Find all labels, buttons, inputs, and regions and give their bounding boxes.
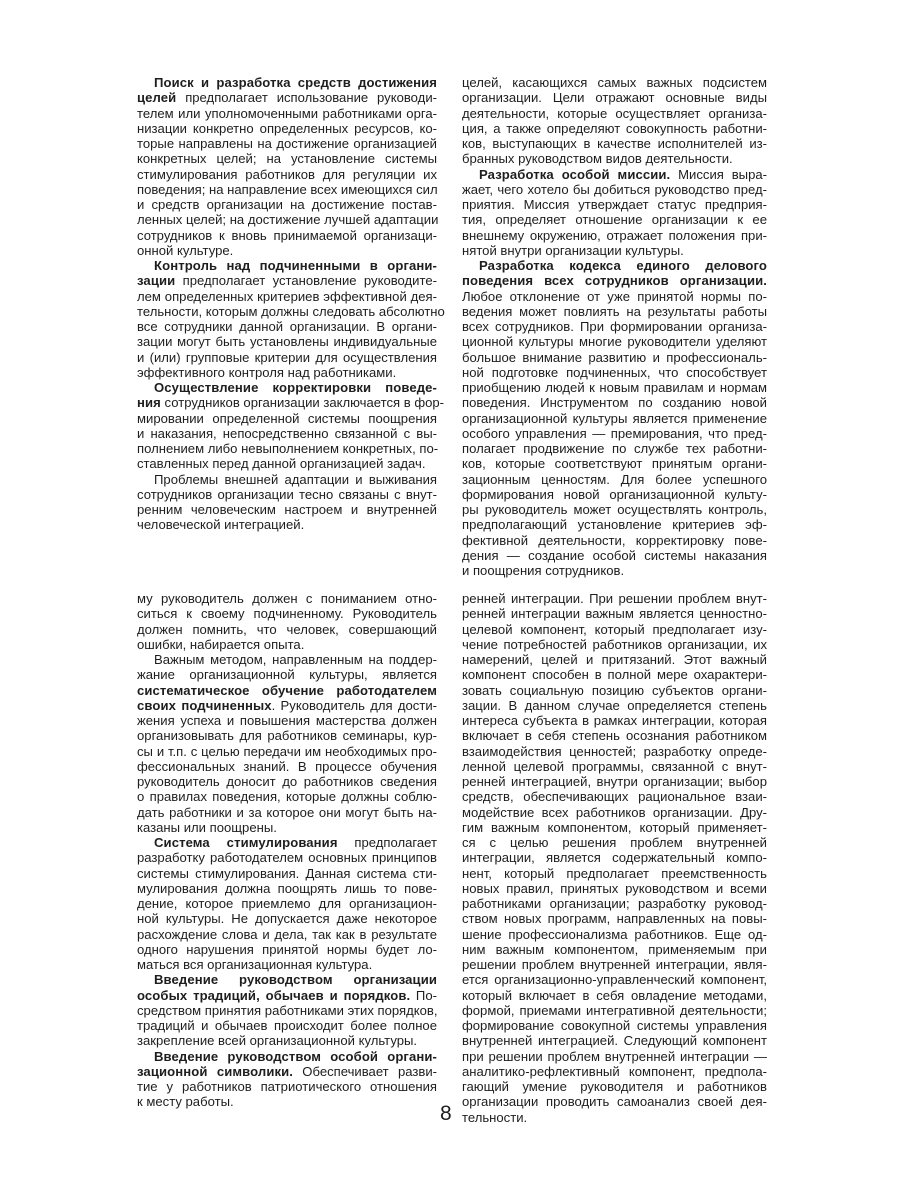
bold-heading-run: систематическое обучение работодателем	[137, 682, 437, 698]
text-line: ционной культуры многие руководители уделяют	[462, 334, 767, 350]
bold-heading-run: Разработка особой миссии.	[479, 166, 671, 182]
text-line: ков, выступающих в качестве исполнителей из-	[462, 136, 767, 151]
text-line: низации конкретно определенных ресурсов, ко-	[137, 120, 437, 136]
text-run: Обеспечивает разви-	[293, 1063, 437, 1079]
text-line	[137, 75, 437, 90]
text-line	[137, 698, 437, 713]
text-line: при решении проблем внутренней интеграции —	[462, 1048, 767, 1064]
text-line: целевой компонент, который предполагает изу-	[462, 621, 767, 637]
text-run: казаны или поощрены.	[137, 819, 277, 835]
bold-heading-run: особых традиций, обычаев и порядков.	[137, 987, 411, 1003]
text-line: приятия. Миссия утверждает статус предприя-	[462, 197, 767, 212]
text-line	[137, 957, 437, 972]
text-line	[137, 395, 445, 411]
text-line: деятельности, которые осуществляет организа-	[462, 105, 767, 121]
bold-heading-run: зации	[137, 273, 176, 289]
bold-heading-run: Система стимулирования	[154, 835, 338, 850]
text-run: предполагает	[337, 835, 437, 850]
text-line: Любое отклонение от уже принятой нормы по-	[462, 288, 767, 304]
text-line: телем или уполномоченными работниками орга-	[137, 105, 437, 121]
bold-heading-run: Контроль над подчиненными в органи-	[154, 258, 437, 273]
text-column-top-left	[137, 75, 445, 533]
text-line: всех сотрудников. При формировании организа-	[462, 319, 767, 334]
text-run: ставленных перед данной организацией задач.	[137, 456, 426, 472]
text-line: тие у работников патриотического отношения	[137, 1079, 437, 1094]
text-line: ним важным компонентом, применяемым при	[462, 941, 767, 957]
text-line: фективной деятельности, корректировку пове-	[462, 532, 767, 548]
text-line: гим важным компонентом, который применяет-	[462, 819, 767, 835]
text-line: средств, обеспечивающих рациональное взаи-	[462, 789, 767, 805]
text-line: лем определенных критериев эффективной дея-	[137, 288, 437, 304]
text-line	[137, 1033, 437, 1048]
text-line	[462, 1110, 767, 1125]
text-run: Миссия выра-	[670, 166, 767, 182]
text-line: и наказания, непосредственно связанной с вы-	[137, 425, 437, 441]
text-line: средством принятия работниками этих порядков,	[137, 1002, 438, 1018]
text-line: тия, определяет отношение организации к ее	[462, 212, 767, 228]
bold-heading-run: ния	[137, 395, 161, 411]
text-column-top-right	[462, 75, 767, 578]
text-line	[137, 1064, 437, 1079]
text-line: нент, который предполагает преемственность	[462, 865, 767, 881]
text-line: ры руководитель может осуществлять контроль,	[462, 502, 767, 517]
bold-heading-run: зационной символики.	[137, 1063, 294, 1079]
text-line: формирования новой организационной культу-	[462, 486, 767, 502]
text-run: и поощрения сотрудников.	[462, 563, 625, 578]
text-column-bottom-left	[137, 591, 437, 1110]
text-line	[137, 90, 437, 105]
text-line: торые направлены на достижение организацией	[137, 136, 437, 151]
text-line	[137, 380, 437, 395]
text-line: полагает продвижение по службе тех работни-	[462, 441, 767, 456]
text-line: системы стимулирования. Данная система сти-	[137, 865, 437, 881]
bold-heading-run: Осуществление корректировки поведе-	[154, 380, 437, 395]
text-line	[137, 988, 437, 1003]
text-line	[137, 652, 437, 667]
bold-heading-run: своих подчиненных	[137, 697, 272, 713]
text-line: и (или) групповые критерии для осуществления	[137, 349, 437, 365]
text-line	[137, 820, 437, 835]
bold-heading-run: Разработка кодекса единого делового	[479, 258, 767, 273]
text-line: одного нарушения принятой нормы будет ло-	[137, 941, 437, 957]
text-line: ленной целевой программы, связанной с внут-	[462, 758, 767, 774]
text-line: ством новых программ, направленных на повы-	[462, 911, 767, 927]
text-run: тельности.	[462, 1109, 528, 1125]
text-run: сотрудников организации заключается в фор-	[160, 395, 445, 411]
text-line	[137, 365, 437, 380]
text-line: дения — создание особой системы наказания	[462, 547, 767, 563]
text-line: организовывать для работников семинары, кур-	[137, 728, 437, 744]
text-line: поведения. Инструментом по созданию новой	[462, 395, 767, 411]
text-line: поведения; на направление всех имеющихся сил	[137, 181, 438, 197]
text-line	[137, 243, 437, 258]
text-line: все сотрудники данной организации. В органи-	[137, 319, 437, 334]
text-line	[462, 167, 767, 182]
page-number: 8	[440, 1102, 452, 1125]
text-run: маться вся организационная культура.	[137, 957, 373, 972]
text-line: зационным ценностям. Для более успешного	[462, 471, 767, 487]
text-run: нятой внутри организации культуры.	[462, 242, 684, 258]
text-line: му руководитель должен с пониманием отно-	[137, 591, 437, 606]
text-line: зации могут быть установлены индивидуальные	[137, 334, 437, 350]
text-line: жения успеха и повышения мастерства должен	[137, 713, 437, 728]
text-line: ведения может повлиять на результаты работы	[462, 303, 767, 319]
text-line: ренней интеграции важным является ценностно-	[462, 606, 767, 622]
text-line: ется организационно-управленческий компонент,	[462, 972, 767, 988]
text-line: мулирования должна поощрять лишь то пове-	[137, 880, 437, 896]
text-line: ренним человеческим настроем и внутренней	[137, 502, 437, 517]
text-line: тельности, которым должны следовать абсолютно	[137, 303, 445, 319]
text-line: должен помнить, что человек, совершающий	[137, 621, 437, 637]
text-line: конкретных целей; на установление системы	[137, 151, 437, 167]
text-run: Важным методом, направленным на поддер-	[154, 652, 437, 667]
text-line: ция, а также определяют совокупность работни-	[462, 120, 767, 136]
text-line: ся с целью решения проблем внутренней	[462, 835, 767, 850]
text-line: намерений, целей и притязаний. Этот важный	[462, 652, 767, 667]
text-line	[137, 637, 437, 652]
text-run: онной культуре.	[137, 242, 234, 258]
text-line: и средств организации на достижение постав-	[137, 197, 437, 212]
text-line	[462, 563, 767, 578]
text-line: ренней интеграции. При решении проблем внут-	[462, 591, 767, 606]
text-line	[137, 835, 437, 850]
text-run: Проблемы внешней адаптации и выживания	[154, 471, 437, 487]
text-run: . Руководитель для дости-	[271, 697, 437, 713]
text-line: мировании определенной системы поощрения	[137, 410, 437, 426]
text-line: организации. Цели отражают основные виды	[462, 90, 767, 106]
text-line: о правилах поведения, которые должны соблю-	[137, 789, 437, 805]
text-line: аналитико-рефлективный компонент, предпола-	[462, 1063, 767, 1079]
text-line	[462, 273, 767, 288]
text-line: работниками организации; разработку руковод-	[462, 896, 767, 911]
text-line: гающий умение руководителя и работников	[462, 1079, 767, 1094]
text-line: ной культуры. Не допускается даже некоторое	[137, 911, 437, 927]
text-line	[137, 273, 437, 288]
text-line	[462, 258, 767, 273]
text-line	[137, 683, 437, 698]
text-line: сы и т.п. с целью передачи им необходимых про-	[137, 743, 437, 759]
text-run: закрепление всей организационной культуры.	[137, 1033, 418, 1049]
text-line	[137, 972, 437, 987]
text-line: руководитель доносит до работников сведения	[137, 774, 437, 789]
text-line: зации. В данном случае определяется степень	[462, 697, 767, 713]
text-run: По-	[410, 987, 437, 1003]
text-line: компонент способен в полной мере охарактери-	[462, 667, 767, 683]
text-line: приобщению людей к новым правилам и нормам	[462, 380, 767, 395]
text-line: организационной культуры является применение	[462, 410, 767, 426]
text-line: дать работники и за которое они могут быть на-	[137, 804, 437, 820]
bold-heading-run: Введение руководством особой органи-	[154, 1048, 437, 1064]
text-line: решении проблем внутренней интеграции, явля-	[462, 957, 767, 972]
text-run: эффективного контроля над работниками.	[137, 364, 397, 380]
text-line: расхождение слова и дела, так как в результате	[137, 926, 437, 942]
text-line	[137, 258, 437, 273]
text-line: сотрудников к вновь принимаемой организаци-	[137, 227, 437, 243]
bold-heading-run: Поиск и разработка средств достижения	[154, 75, 437, 90]
text-line: сотрудников организации тесно связаны с внут-	[137, 486, 437, 502]
text-line: включает в себя степень осознания работником	[462, 728, 767, 744]
text-line: разработку работодателем основных принципов	[137, 850, 437, 866]
text-line	[137, 472, 437, 487]
text-line	[137, 517, 437, 532]
text-line: фессиональных знаний. В процессе обучения	[137, 758, 437, 774]
text-line: чение потребностей работников организации, их	[462, 636, 767, 652]
text-run: бранных руководством видов деятельности.	[462, 151, 733, 167]
text-line: особого управления — премирования, что пред-	[462, 425, 767, 441]
text-line: ленных целей; на достижение лучшей адаптации	[137, 212, 439, 228]
text-run: предполагает установление руководите-	[175, 273, 437, 289]
text-line: ной подготовке подчиненных, что способствует	[462, 364, 767, 380]
bold-heading-run: Введение руководством организации	[154, 972, 437, 988]
text-line: модействие всех работников организации. Дру-	[462, 804, 767, 820]
text-line	[137, 1049, 437, 1064]
bold-heading-run: поведения всех сотрудников организации.	[462, 273, 767, 289]
text-line: формой, приемами интегративной деятельности;	[462, 1002, 767, 1018]
text-line: стимулирования работников для регуляции их	[137, 166, 437, 182]
text-run: предполагает использование руководи-	[176, 90, 437, 106]
text-line: формирование совокупной системы управления	[462, 1018, 767, 1033]
text-line	[137, 456, 437, 471]
text-line: предполагающий установление критериев эф-	[462, 517, 767, 533]
text-line: ситься к своему подчиненному. Руководитель	[137, 606, 437, 622]
text-line: полнением либо невыполнением конкретных, по-	[137, 441, 439, 456]
text-line: новых правил, принятых руководством и всеми	[462, 880, 767, 896]
text-line: дение, которое приемлемо для организацион-	[137, 896, 437, 911]
text-line	[462, 151, 767, 166]
text-line: жание организационной культуры, является	[137, 667, 437, 683]
text-line: ренней интеграцией, внутри организации; выбор	[462, 774, 767, 789]
text-line: интеграции, является содержательный компо-	[462, 850, 767, 866]
text-line: целей, касающихся самых важных подсистем	[462, 75, 767, 90]
bold-heading-run: целей	[137, 90, 177, 106]
text-line: жает, чего хотело бы добиться руководство пред-	[462, 181, 767, 197]
text-line: внешнему окружению, отражает положения при-	[462, 227, 767, 243]
text-line: зовать социальную позицию субъектов органи-	[462, 682, 767, 698]
text-column-bottom-right	[462, 591, 767, 1125]
text-line: интереса субъекта в рамках интеграции, которая	[462, 713, 767, 728]
text-line	[137, 1094, 437, 1109]
text-line: шение профессионализма работников. Еще од-	[462, 926, 767, 942]
text-line: большое внимание развитию и профессиональ-	[462, 349, 767, 365]
text-line: взаимодействия ценностей; разработку опреде-	[462, 743, 767, 759]
text-line	[462, 243, 767, 258]
text-line: организации проводить самоанализ своей дея-	[462, 1094, 767, 1110]
text-run: к месту работы.	[137, 1094, 234, 1110]
text-line: традиций и обычаев происходит более полное	[137, 1018, 437, 1033]
text-line: ков, которые соответствуют принятым органи-	[462, 456, 767, 472]
text-line: который включает в себя овладение методами,	[462, 987, 767, 1003]
text-run: ошибки, набирается опыта.	[137, 636, 305, 652]
text-line: внутренней интеграцией. Следующий компонент	[462, 1033, 767, 1049]
text-run: человеческой интеграцией.	[137, 517, 305, 533]
